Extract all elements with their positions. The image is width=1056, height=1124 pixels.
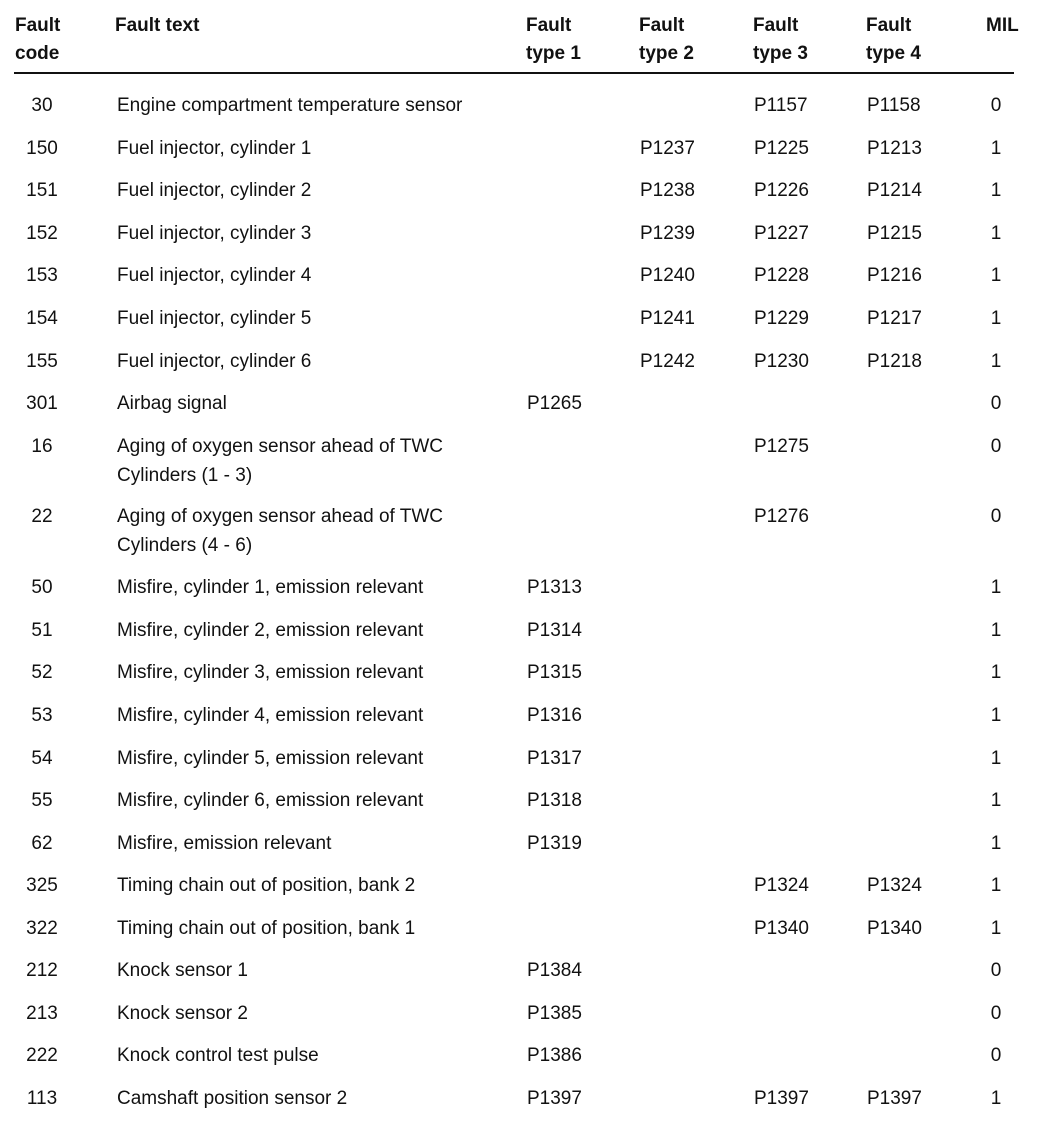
fault-text-line: Misfire, cylinder 5, emission relevant — [117, 748, 424, 769]
fault-type-1: P1314 — [527, 620, 582, 641]
mil-value: 0 — [990, 1045, 1002, 1066]
mil-value: 1 — [990, 1088, 1002, 1109]
fault-type-1: P1316 — [527, 705, 582, 726]
fault-text — [117, 347, 311, 376]
fault-text-line: Cylinders (4 - 6) — [117, 535, 253, 556]
fault-code: 222 — [26, 1045, 58, 1066]
fault-type-1: P1385 — [527, 1003, 582, 1024]
fault-text-line: Timing chain out of position, bank 1 — [117, 918, 416, 939]
fault-text-line: Fuel injector, cylinder 1 — [117, 138, 312, 159]
fault-text-line: Fuel injector, cylinder 5 — [117, 308, 312, 329]
mil-value: 1 — [990, 918, 1002, 939]
fault-type-1: P1397 — [527, 1088, 582, 1109]
fault-code: 301 — [26, 393, 58, 414]
fault-type-3: P1340 — [754, 918, 809, 939]
fault-type-3: P1324 — [754, 875, 809, 896]
fault-code: 22 — [31, 506, 53, 527]
fault-type-4: P1215 — [867, 223, 922, 244]
header-fault-type-2: Fault type 2 — [639, 15, 694, 64]
fault-type-1: P1318 — [527, 790, 582, 811]
header-fault-type-3: Fault type 3 — [753, 15, 808, 64]
fault-text-line: Fuel injector, cylinder 2 — [117, 180, 312, 201]
fault-code: 55 — [31, 790, 53, 811]
fault-code: 113 — [26, 1088, 58, 1109]
mil-value: 1 — [990, 748, 1002, 769]
fault-code: 150 — [26, 138, 58, 159]
fault-code: 152 — [26, 223, 58, 244]
mil-value: 1 — [990, 790, 1002, 811]
fault-text-line: Camshaft position sensor 2 — [117, 1088, 348, 1109]
fault-text-line: Misfire, emission relevant — [117, 833, 332, 854]
fault-type-3: P1397 — [754, 1088, 809, 1109]
fault-type-4: P1217 — [867, 308, 922, 329]
fault-text — [117, 1041, 319, 1070]
fault-code: 51 — [31, 620, 53, 641]
fault-type-3: P1157 — [754, 95, 808, 116]
fault-text-line: Timing chain out of position, bank 2 — [117, 875, 416, 896]
fault-code: 62 — [31, 833, 53, 854]
fault-type-2: P1239 — [640, 223, 695, 244]
fault-text — [117, 829, 331, 858]
fault-type-1: P1317 — [527, 748, 582, 769]
fault-type-4: P1213 — [867, 138, 922, 159]
fault-type-2: P1238 — [640, 180, 695, 201]
fault-text-line: Knock sensor 2 — [117, 1003, 248, 1024]
mil-value: 0 — [990, 95, 1002, 116]
fault-type-4: P1214 — [867, 180, 922, 201]
fault-type-3: P1228 — [754, 265, 809, 286]
fault-type-3: P1276 — [754, 506, 809, 527]
header-fault-type-1: Fault type 1 — [526, 15, 581, 64]
fault-text — [117, 1084, 347, 1113]
fault-text — [117, 432, 443, 490]
mil-value: 1 — [990, 351, 1002, 372]
mil-value: 1 — [990, 662, 1002, 683]
mil-value: 1 — [990, 577, 1002, 598]
fault-text — [117, 389, 227, 418]
fault-text — [117, 219, 311, 248]
fault-text — [117, 701, 423, 730]
fault-text — [117, 616, 423, 645]
fault-type-4: P1324 — [867, 875, 922, 896]
fault-text — [117, 956, 248, 985]
mil-value: 0 — [990, 393, 1002, 414]
fault-text — [117, 744, 423, 773]
fault-code: 213 — [26, 1003, 58, 1024]
mil-value: 0 — [990, 506, 1002, 527]
fault-type-3: P1225 — [754, 138, 809, 159]
fault-text-line: Cylinders (1 - 3) — [117, 465, 253, 486]
fault-text — [117, 502, 443, 560]
fault-text — [117, 573, 423, 602]
fault-type-4: P1340 — [867, 918, 922, 939]
fault-text — [117, 786, 423, 815]
fault-text — [117, 261, 311, 290]
header-mil: MIL — [986, 15, 1019, 36]
mil-value: 1 — [990, 223, 1002, 244]
fault-type-4: P1397 — [867, 1088, 922, 1109]
mil-value: 1 — [990, 138, 1002, 159]
fault-text-line: Aging of oxygen sensor ahead of TWC — [117, 436, 444, 457]
fault-type-3: P1226 — [754, 180, 809, 201]
fault-text — [117, 914, 415, 943]
fault-text — [117, 176, 311, 205]
fault-type-4: P1216 — [867, 265, 922, 286]
fault-code: 153 — [26, 265, 58, 286]
fault-text — [117, 871, 415, 900]
fault-type-1: P1386 — [527, 1045, 582, 1066]
fault-text-line: Misfire, cylinder 1, emission relevant — [117, 577, 424, 598]
header-fault-text: Fault text — [115, 15, 200, 36]
fault-type-1: P1384 — [527, 960, 582, 981]
fault-text-line: Fuel injector, cylinder 3 — [117, 223, 312, 244]
mil-value: 1 — [990, 308, 1002, 329]
fault-text-line: Airbag signal — [117, 393, 227, 414]
fault-type-2: P1237 — [640, 138, 695, 159]
fault-type-1: P1319 — [527, 833, 582, 854]
header-divider — [14, 72, 1014, 74]
fault-text — [117, 91, 462, 120]
fault-type-2: P1242 — [640, 351, 695, 372]
fault-type-2: P1240 — [640, 265, 695, 286]
fault-code: 154 — [26, 308, 58, 329]
fault-text — [117, 304, 311, 333]
fault-text-line: Misfire, cylinder 2, emission relevant — [117, 620, 424, 641]
fault-code: 16 — [31, 436, 53, 457]
fault-code: 322 — [26, 918, 58, 939]
fault-text-line: Engine compartment temperature sensor — [117, 95, 463, 116]
mil-value: 1 — [990, 705, 1002, 726]
fault-text-line: Knock control test pulse — [117, 1045, 319, 1066]
fault-type-1: P1265 — [527, 393, 582, 414]
mil-value: 1 — [990, 875, 1002, 896]
fault-type-2: P1241 — [640, 308, 695, 329]
fault-code: 155 — [26, 351, 58, 372]
fault-text-line: Misfire, cylinder 4, emission relevant — [117, 705, 424, 726]
mil-value: 1 — [990, 265, 1002, 286]
header-fault-type-4: Fault type 4 — [866, 15, 921, 64]
fault-text — [117, 658, 423, 687]
fault-type-1: P1313 — [527, 577, 582, 598]
fault-text-line: Misfire, cylinder 3, emission relevant — [117, 662, 424, 683]
mil-value: 1 — [990, 620, 1002, 641]
mil-value: 0 — [990, 1003, 1002, 1024]
fault-text-line: Misfire, cylinder 6, emission relevant — [117, 790, 424, 811]
fault-code: 325 — [26, 875, 58, 896]
fault-text-line: Fuel injector, cylinder 6 — [117, 351, 312, 372]
fault-code: 151 — [26, 180, 58, 201]
fault-code: 54 — [31, 748, 53, 769]
fault-type-3: P1275 — [754, 436, 809, 457]
fault-type-4: P1218 — [867, 351, 922, 372]
fault-type-3: P1227 — [754, 223, 809, 244]
fault-type-3: P1230 — [754, 351, 809, 372]
fault-type-3: P1229 — [754, 308, 809, 329]
fault-code: 30 — [31, 95, 53, 116]
fault-code: 53 — [31, 705, 53, 726]
fault-text — [117, 999, 248, 1028]
fault-code: 52 — [31, 662, 53, 683]
mil-value: 1 — [990, 180, 1002, 201]
fault-text-line: Knock sensor 1 — [117, 960, 248, 981]
mil-value: 0 — [990, 960, 1002, 981]
header-fault-code: Fault code — [15, 15, 61, 64]
mil-value: 1 — [990, 833, 1002, 854]
fault-text-line: Aging of oxygen sensor ahead of TWC — [117, 506, 444, 527]
fault-code: 212 — [26, 960, 58, 981]
fault-type-4: P1158 — [867, 95, 921, 116]
fault-text-line: Fuel injector, cylinder 4 — [117, 265, 312, 286]
fault-text — [117, 134, 311, 163]
fault-code: 50 — [31, 577, 53, 598]
mil-value: 0 — [990, 436, 1002, 457]
fault-type-1: P1315 — [527, 662, 582, 683]
